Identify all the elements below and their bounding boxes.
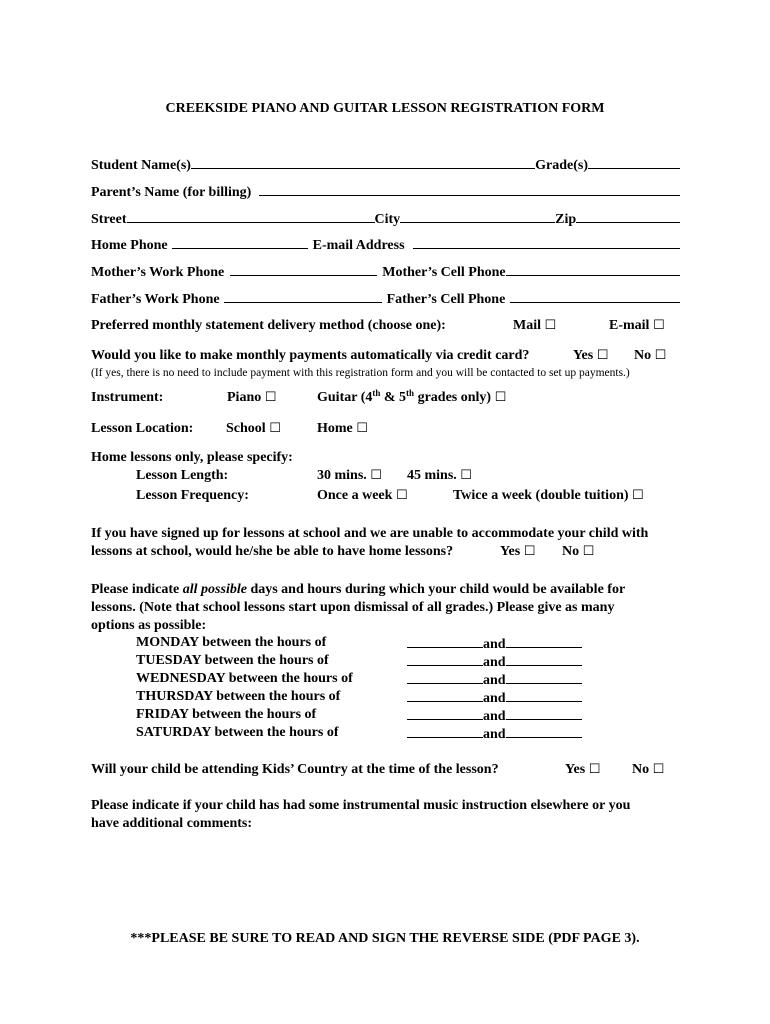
delivery-mail-option[interactable] [513,317,556,335]
length-30-checkbox[interactable]: ☐ [370,468,382,483]
kids-country-question: Will your child be attending Kids’ Country at the time of the lesson? [91,762,499,777]
zip-field[interactable] [576,209,680,223]
student-names-row [91,155,680,173]
grades-label: Grade(s) [535,158,588,173]
length-30-option[interactable] [317,467,382,485]
grades-field[interactable] [588,155,680,169]
instrument-guitar-option[interactable] [317,389,506,407]
autopay-note: (If yes, there is no need to include payment with this registration form and you will be contacted to set up payments.) [91,367,630,379]
instrument-piano-label: Piano [227,390,262,405]
father-phone-row [91,289,680,307]
hours-to-field[interactable] [506,688,582,702]
hours-from-field[interactable] [407,706,483,720]
father-cell-field[interactable] [510,289,680,303]
city-label: City [374,212,401,227]
availability-tuesday-row [91,652,680,670]
and-label: and [483,655,506,670]
kids-country-yes-option[interactable] [565,761,600,779]
length-45-option[interactable] [407,467,472,485]
fallback-no-checkbox[interactable]: ☐ [582,544,595,559]
location-home-checkbox[interactable]: ☐ [356,421,368,436]
mother-phone-row [91,262,680,280]
location-school-label: School [226,421,266,436]
delivery-question: Preferred monthly statement delivery method (choose one): [91,318,446,333]
hours-to-field[interactable] [506,706,582,720]
fallback-yes-checkbox[interactable]: ☐ [523,544,536,559]
location-home-option[interactable] [317,420,368,438]
delivery-method-row [91,317,680,335]
mother-work-field[interactable] [230,262,377,276]
mother-cell-label: Mother’s Cell Phone [382,265,506,280]
comments-line2: have additional comments: [91,816,252,831]
location-home-label: Home [317,421,353,436]
lesson-length-label: Lesson Length: [136,468,229,483]
father-work-field[interactable] [224,289,382,303]
mother-work-label: Mother’s Work Phone [91,265,225,280]
day-label: MONDAY between the hours of [136,635,327,650]
reverse-side-notice: ***PLEASE BE SURE TO READ AND SIGN THE REVERSE SIDE (PDF PAGE 3). [130,931,640,946]
father-cell-label: Father’s Cell Phone [386,292,506,307]
mother-cell-field[interactable] [506,262,680,276]
location-school-option[interactable] [226,420,281,438]
instrument-label: Instrument: [91,390,164,405]
availability-line1: Please indicate all possible days and hours during which your child would be available for [91,582,626,597]
kids-country-no-checkbox[interactable]: ☐ [652,762,665,777]
autopay-question: Would you like to make monthly payments automatically via credit card? [91,348,530,363]
parent-name-row [91,182,680,200]
autopay-no-label: No [634,348,652,363]
day-label: THURSDAY between the hours of [136,689,341,704]
father-work-label: Father’s Work Phone [91,292,220,307]
instrument-piano-option[interactable] [227,389,276,407]
autopay-row [91,347,680,365]
autopay-no-option[interactable] [634,347,666,365]
lesson-length-row [91,467,680,485]
hours-from-field[interactable] [407,652,483,666]
availability-emphasis: all possible [182,582,247,597]
email-label: E-mail Address [312,238,405,253]
and-label: and [483,709,506,724]
frequency-once-checkbox[interactable]: ☐ [395,488,408,503]
kids-country-row [91,761,680,779]
student-names-label: Student Name(s) [91,158,191,173]
fallback-no-option[interactable] [562,543,594,561]
instrument-row [91,389,680,407]
comments-area[interactable] [91,840,680,910]
autopay-yes-checkbox[interactable]: ☐ [596,348,609,363]
availability-thursday-row [91,688,680,706]
hours-from-field[interactable] [407,634,483,648]
lesson-frequency-row [91,487,680,505]
form-title: CREEKSIDE PIANO AND GUITAR LESSON REGISTRATION FORM [165,101,605,116]
day-label: TUESDAY between the hours of [136,653,329,668]
and-label: and [483,673,506,688]
parent-name-field[interactable] [259,182,680,196]
and-label: and [483,691,506,706]
location-school-checkbox[interactable]: ☐ [269,421,281,436]
hours-from-field[interactable] [407,724,483,738]
and-label: and [483,727,506,742]
school-fallback-line1: If you have signed up for lessons at school and we are unable to accommodate your child with [91,526,649,541]
home-phone-row [91,235,680,253]
frequency-once-label: Once a week [317,488,393,503]
school-fallback-line2: lessons at school, would he/she be able to have home lessons? [91,544,454,559]
day-label: FRIDAY between the hours of [136,707,317,722]
fallback-yes-label: Yes [500,544,521,559]
day-label: WEDNESDAY between the hours of [136,671,353,686]
hours-from-field[interactable] [407,688,483,702]
fallback-yes-option[interactable] [500,543,535,561]
school-fallback-row [91,543,680,561]
availability-monday-row [91,634,680,652]
delivery-mail-checkbox[interactable]: ☐ [544,318,557,333]
frequency-twice-option[interactable] [453,487,644,505]
day-label: SATURDAY between the hours of [136,725,339,740]
instrument-piano-checkbox[interactable]: ☐ [264,390,277,405]
home-phone-field[interactable] [172,235,308,249]
comments-line1: Please indicate if your child has had some instrumental music instruction elsewhere or you [91,798,631,813]
frequency-twice-checkbox[interactable]: ☐ [632,488,644,503]
instrument-guitar-label: Guitar (4th & 5th grades only) [317,388,492,405]
delivery-email-checkbox[interactable]: ☐ [652,318,665,333]
availability-line3: options as possible: [91,618,207,633]
autopay-yes-label: Yes [573,348,594,363]
zip-label: Zip [555,212,577,227]
lesson-location-label: Lesson Location: [91,421,194,436]
home-phone-label: Home Phone [91,238,168,253]
street-field[interactable] [127,209,375,223]
home-lessons-heading: Home lessons only, please specify: [91,450,293,465]
autopay-yes-option[interactable] [573,347,608,365]
address-row [91,209,680,227]
frequency-once-option[interactable] [317,487,408,505]
city-field[interactable] [400,209,555,223]
email-field[interactable] [413,235,680,249]
kids-country-yes-label: Yes [565,762,586,777]
delivery-email-option[interactable] [609,317,665,335]
availability-line2: lessons. (Note that school lessons start upon dismissal of all grades.) Please give as many [91,600,615,615]
hours-to-field[interactable] [506,724,582,738]
kids-country-no-option[interactable] [632,761,664,779]
availability-wednesday-row [91,670,680,688]
parent-name-label: Parent’s Name (for billing) [91,185,252,200]
availability-friday-row [91,706,680,724]
and-label: and [483,637,506,652]
availability-saturday-row [91,724,680,742]
length-45-label: 45 mins. [407,468,457,483]
student-names-field[interactable] [191,155,535,169]
instrument-guitar-checkbox[interactable]: ☐ [494,390,507,405]
hours-to-field[interactable] [506,652,582,666]
delivery-mail-label: Mail [513,318,541,333]
lesson-frequency-label: Lesson Frequency: [136,488,249,503]
autopay-no-checkbox[interactable]: ☐ [654,348,667,363]
fallback-no-label: No [562,544,580,559]
street-label: Street [91,212,127,227]
hours-to-field[interactable] [506,634,582,648]
kids-country-yes-checkbox[interactable]: ☐ [588,762,601,777]
hours-to-field[interactable] [506,670,582,684]
length-30-label: 30 mins. [317,468,367,483]
lesson-location-row [91,420,680,438]
hours-from-field[interactable] [407,670,483,684]
frequency-twice-label: Twice a week (double tuition) [453,488,629,503]
length-45-checkbox[interactable]: ☐ [460,468,472,483]
delivery-email-label: E-mail [609,318,650,333]
kids-country-no-label: No [632,762,650,777]
